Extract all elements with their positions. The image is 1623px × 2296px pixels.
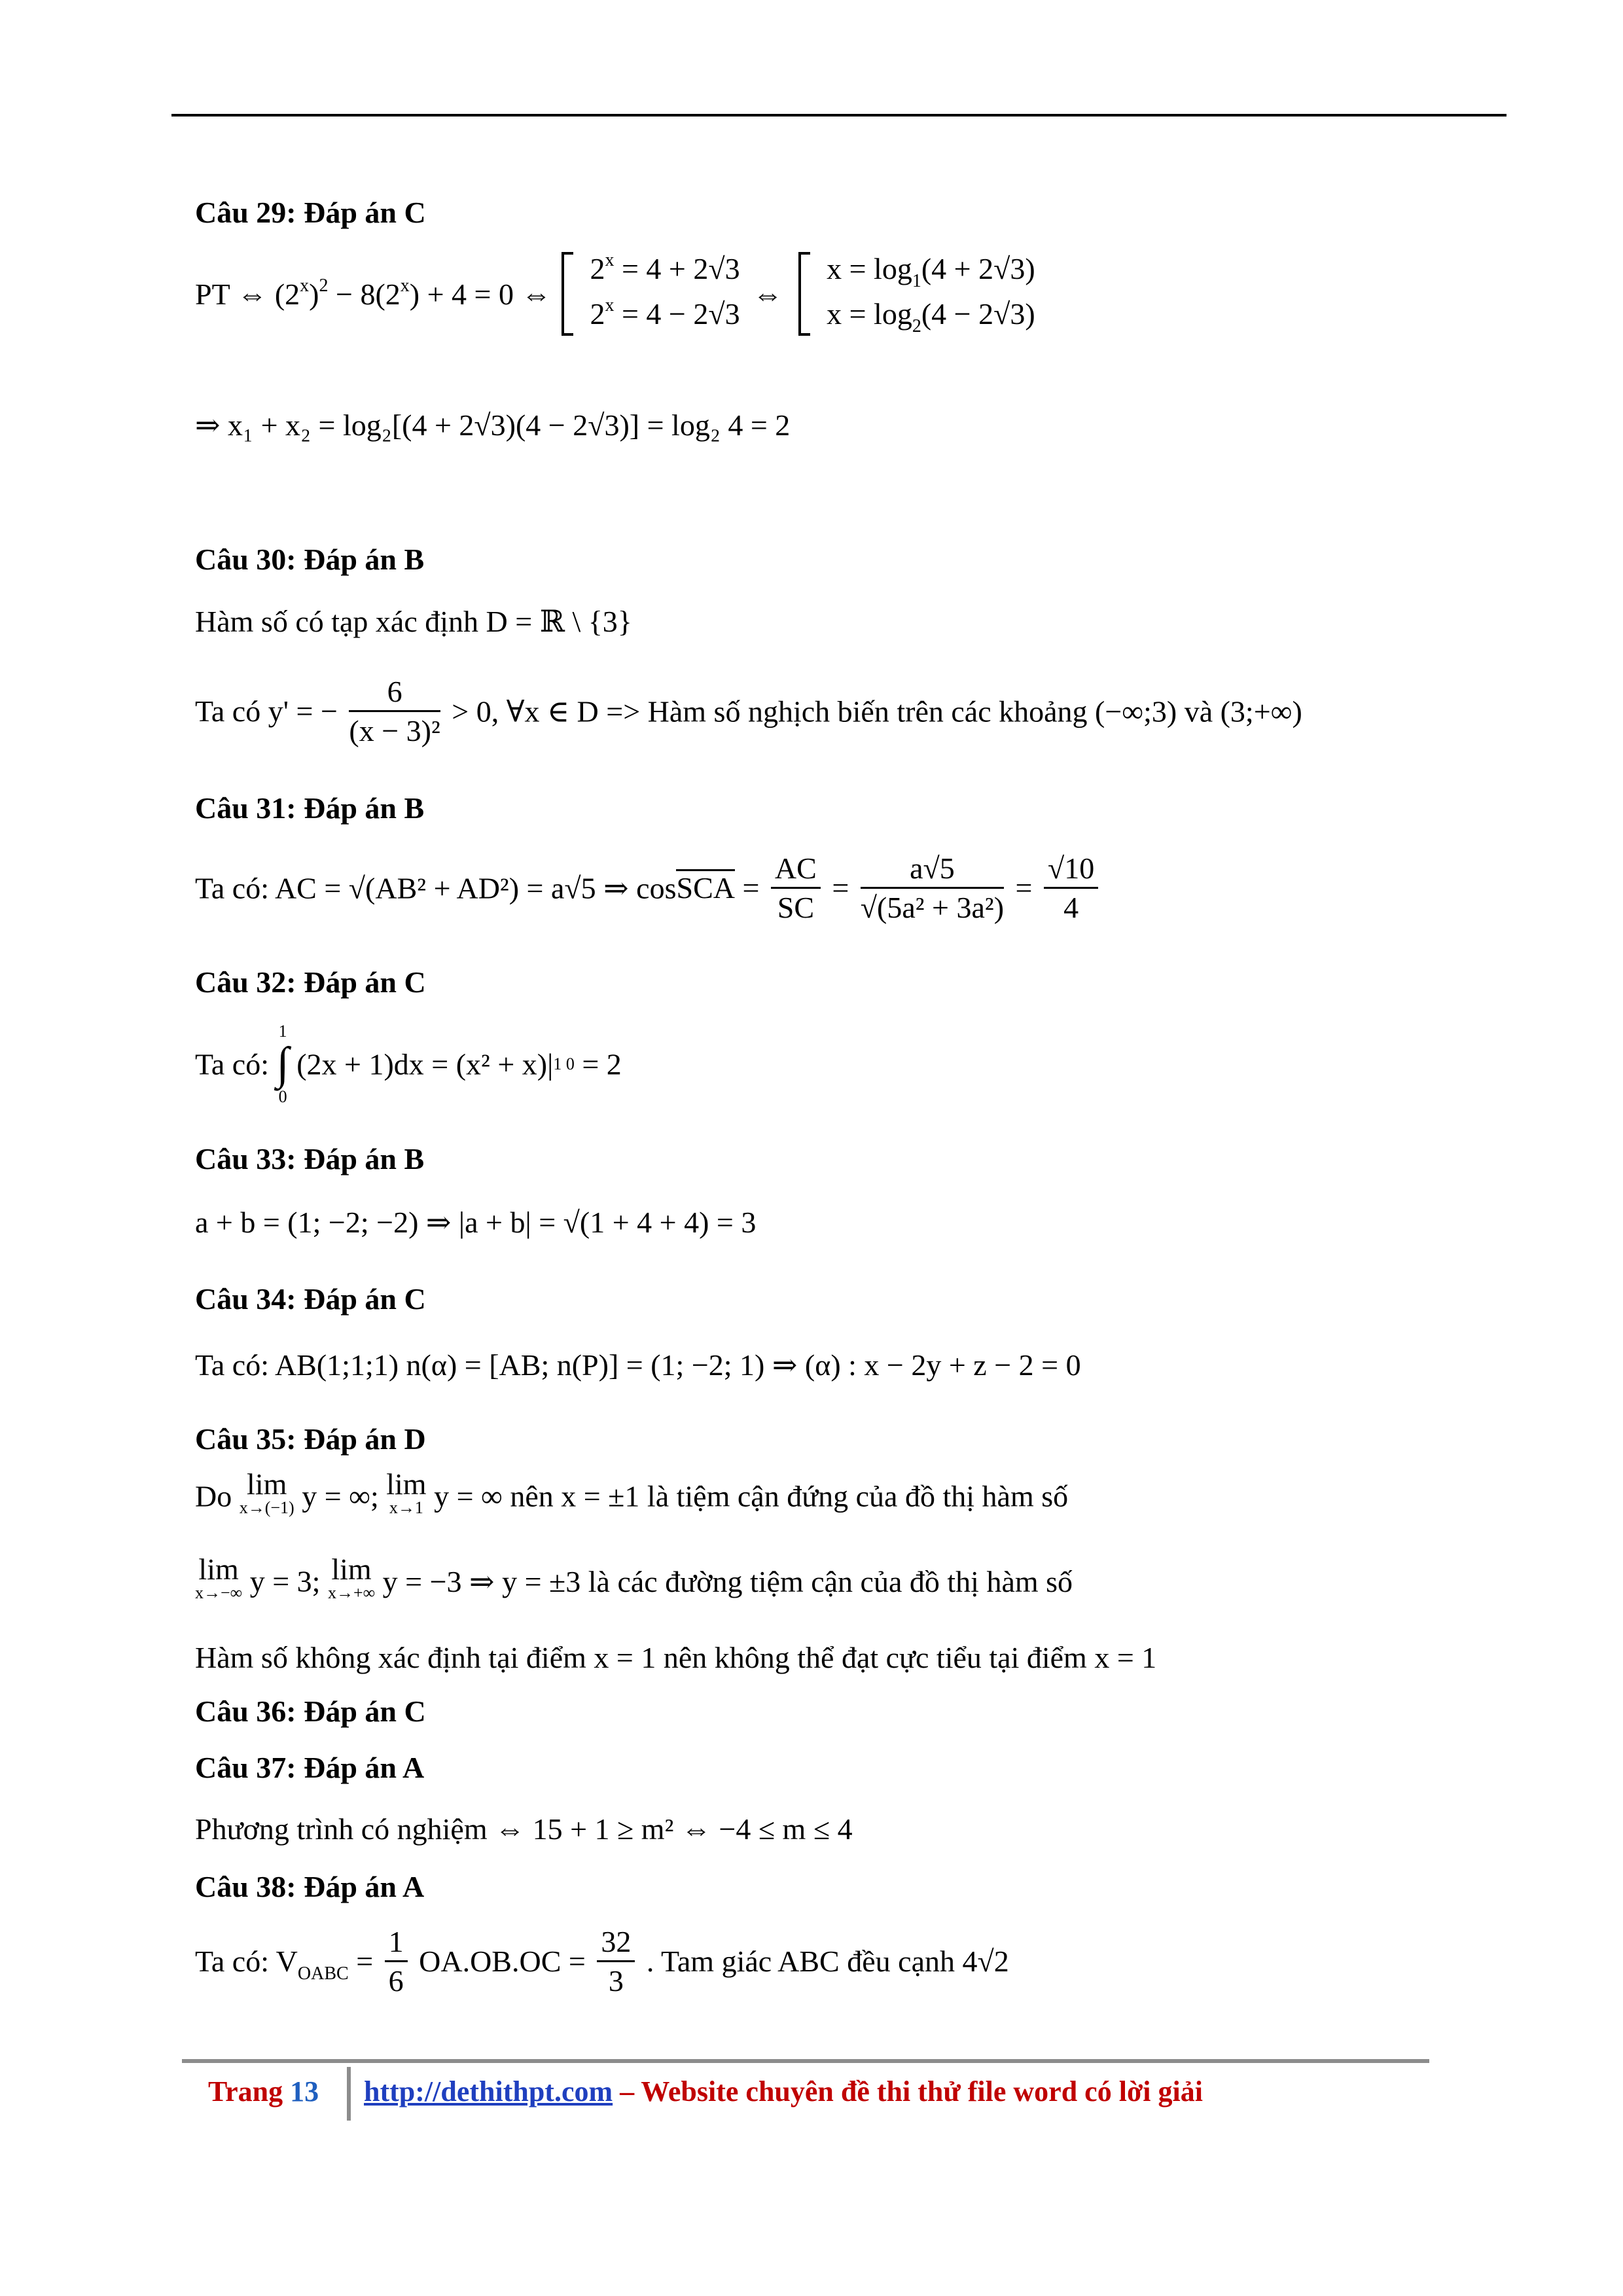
q29-sys1-b: 2 xyxy=(590,297,605,331)
q30-fraction xyxy=(349,674,440,748)
q29-equivalence-arrow: ⇔ xyxy=(753,277,783,311)
q33-heading: Câu 33: Đáp án B xyxy=(195,1142,425,1175)
footer-page-num: 13 xyxy=(290,2075,319,2108)
q32-heading: Câu 32: Đáp án C xyxy=(195,965,426,999)
q38-f1-den: 6 xyxy=(388,1964,404,1998)
q38-pre: Ta có: V xyxy=(195,1945,298,1978)
q38-eq: = xyxy=(356,1945,374,1978)
q37-heading: Câu 37: Đáp án A xyxy=(195,1751,425,1784)
q29-heading: Câu 29: Đáp án C xyxy=(195,196,426,229)
q29-sys2-b-rest: (4 − 2√3) xyxy=(921,297,1035,331)
q37-line1: Phương trình có nghiệm ⇔ 15 + 1 ≥ m² ⇔ −4 ≤ m ≤ 4 xyxy=(195,1812,853,1846)
q31-f2-num: a√5 xyxy=(861,851,1004,889)
q29-l1-rest: − 8(2 xyxy=(328,277,401,311)
q35-l1-mid: y = ∞; xyxy=(302,1479,379,1513)
q30-l2-pre: Ta có y' = − xyxy=(195,694,338,728)
q31-f3-den: 4 xyxy=(1063,891,1079,924)
q31-f1-den: SC xyxy=(777,891,814,924)
q35-lim-2 xyxy=(386,1467,427,1520)
q35-lim-1 xyxy=(239,1467,294,1520)
q35-lim2-sub: x→1 xyxy=(389,1498,423,1517)
q35-l2-post: y = −3 ⇒ y = ±3 là các đường tiệm cận của đồ thị hàm số xyxy=(382,1565,1073,1598)
q32-upper-limit: 1 xyxy=(278,1022,287,1041)
q31-f1-num: AC xyxy=(771,851,821,889)
q29-l1-end: ) + 4 = 0 ⇔ xyxy=(409,277,552,311)
q31-f2-den: √(5a² + 3a²) xyxy=(860,891,1005,924)
q29-sys2-b-base: 2 xyxy=(912,316,921,336)
q29-sys1-a: 2 xyxy=(590,252,605,285)
q32-pre: Ta có: xyxy=(195,1047,270,1081)
q29-l1-left: PT ⇔ (2 xyxy=(195,277,300,311)
q35-lim1-text: lim xyxy=(247,1467,287,1501)
q35-line1 xyxy=(195,1467,1069,1520)
q29-sys2-b: x = log xyxy=(827,297,912,331)
q36-heading: Câu 36: Đáp án C xyxy=(195,1695,426,1728)
q38-line1 xyxy=(195,1924,1009,1998)
q32-lower-limit: 0 xyxy=(278,1087,287,1106)
q35-line2 xyxy=(195,1552,1073,1605)
q32-eval-limits: 1 0 xyxy=(553,1054,575,1073)
q38-f2-den: 3 xyxy=(608,1964,624,1998)
q38-frac-2 xyxy=(597,1924,635,1998)
q35-l1-post: y = ∞ nên x = ±1 là tiệm cận đứng của đồ thị hàm số xyxy=(434,1479,1069,1513)
q30-heading: Câu 30: Đáp án B xyxy=(195,543,425,576)
q29-exp-x: x xyxy=(300,275,310,296)
q30-frac-num: 6 xyxy=(349,674,440,712)
q29-sys2-a: x = log xyxy=(827,252,912,285)
q29-sys1-b-rest: = 4 − 2√3 xyxy=(614,297,740,331)
q29-system-1: $2^x = 4 + 2√3$ $2^x = 4 - 2√3$ xyxy=(590,250,740,331)
q35-heading: Câu 35: Đáp án D xyxy=(195,1422,426,1456)
q31-line1: Ta có: AC = √(AB² + AD²) = a√5 ⇒ cosSCA = $\frac{AC}{SC}$ = $\frac{a√5}{\text{√(5a² + 3a²)}}$ = $\frac{√10}{4}$ xyxy=(195,851,1102,925)
q31-eq: = xyxy=(742,871,760,905)
q29-sys2-a-rest: (4 + 2√3) xyxy=(921,252,1035,285)
footer-separator xyxy=(347,2067,351,2121)
q34-line1: Ta có: AB(1;1;1) n(α) = [AB; n(P)] = (1; −2; 1) ⇒ (α) : x − 2y + z − 2 = 0 xyxy=(195,1348,1081,1382)
footer-page-label: Trang xyxy=(208,2075,283,2108)
q31-frac-1 xyxy=(771,851,821,925)
q38-heading: Câu 38: Đáp án A xyxy=(195,1870,425,1903)
footer-website-link[interactable]: http://dethithpt.com xyxy=(364,2075,613,2108)
q30-line1: Hàm số có tạp xác định D = ℝ \ {3} xyxy=(195,605,632,638)
q29-equation-line2: ⇒ x₁ + x₂ = log₂[(4 + 2√3)(4 − 2√3)] = log₂ 4 = 2 xyxy=(195,408,791,442)
q29-system-2 xyxy=(827,249,1035,339)
q31-angle: SCA xyxy=(676,869,734,905)
footer-text xyxy=(364,2075,1203,2108)
q30-frac-den: (x − 3)² xyxy=(349,714,440,747)
q30-l2-post: > 0, ∀x ∈ D => Hàm số nghịch biến trên các khoảng (−∞;3) và (3;+∞) xyxy=(452,694,1302,728)
q35-line3: Hàm số không xác định tại điểm x = 1 nên không thể đạt cực tiểu tại điểm x = 1 xyxy=(195,1641,1157,1674)
q31-frac-2 xyxy=(861,851,1004,925)
q38-post: . Tam giác ABC đều cạnh 4√2 xyxy=(646,1945,1009,1978)
q31-frac-3 xyxy=(1044,851,1098,925)
q32-integral: 1 ∫ 0 xyxy=(277,1018,289,1110)
q38-f2-num: 32 xyxy=(597,1924,635,1962)
q35-lim4-text: lim xyxy=(331,1552,372,1586)
q30-line2 xyxy=(195,674,1302,748)
q29-system-bracket-1 xyxy=(562,252,573,336)
footer-page-number xyxy=(208,2075,319,2108)
q32-result: = 2 xyxy=(582,1047,622,1081)
q32-line1 xyxy=(195,1018,622,1110)
q31-l1-pre: Ta có: AC = √(AB² + AD²) = a√5 ⇒ cos xyxy=(195,871,677,905)
q31-heading: Câu 31: Đáp án B xyxy=(195,791,425,825)
q32-body: (2x + 1)dx = (x² + x)| xyxy=(296,1047,554,1081)
q38-mid: OA.OB.OC = xyxy=(419,1945,586,1978)
q29-system-bracket-2 xyxy=(798,252,810,336)
q29-equation-line1: PT ⇔ $(2^x)^2 - 8(2^x) + 4 = 0$ ⇔ $2^x = 4 + 2√3$ $2^x = 4 - 2√3$ ⇔ $x = \log_1(4 + 2√3)$ $x = \log_2(4 - 2√3)$ xyxy=(195,249,1035,339)
q29-sys1-a-rest: = 4 + 2√3 xyxy=(614,252,740,285)
q29-sys2-a-base: 1 xyxy=(912,271,921,291)
q35-lim3-sub: x→−∞ xyxy=(195,1583,243,1602)
q35-lim2-text: lim xyxy=(386,1467,427,1501)
q35-lim3-text: lim xyxy=(198,1552,239,1586)
q35-lim1-sub: x→(−1) xyxy=(239,1498,294,1517)
q38-f1-num: 1 xyxy=(385,1924,408,1962)
q33-line1: a + b = (1; −2; −2) ⇒ |a + b| = √(1 + 4 + 4) = 3 xyxy=(195,1206,757,1239)
q29-l1-mid: ) xyxy=(309,277,319,311)
q34-heading: Câu 34: Đáp án C xyxy=(195,1282,426,1316)
q35-l1-pre: Do xyxy=(195,1479,232,1513)
footer-tagline: – Website chuyên đề thi thử file word có lời giải xyxy=(613,2075,1203,2108)
q38-sub: OABC xyxy=(297,1964,349,1984)
q31-f3-num: √10 xyxy=(1044,851,1098,889)
q38-frac-1 xyxy=(385,1924,408,1998)
q35-lim-3 xyxy=(195,1552,243,1605)
q35-lim4-sub: x→+∞ xyxy=(327,1583,376,1602)
q35-l2-mid: y = 3; xyxy=(249,1564,321,1598)
q35-lim-4 xyxy=(327,1552,376,1605)
q29-exp-2: 2 xyxy=(319,275,329,296)
header-rule xyxy=(171,114,1507,117)
footer-rule xyxy=(182,2059,1429,2063)
